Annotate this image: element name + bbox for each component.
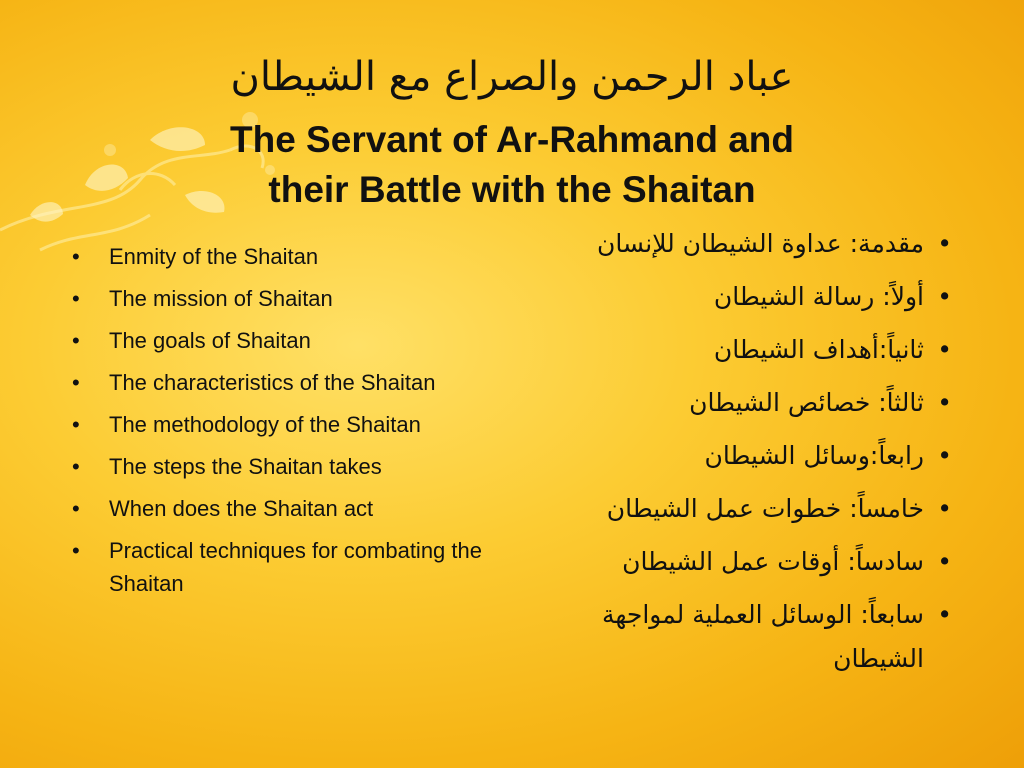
english-bullet-item: • The goals of Shaitan	[72, 324, 492, 357]
english-bullet-item: • Practical techniques for combating the Shaitan	[72, 534, 492, 600]
english-bullet-item: • The methodology of the Shaitan	[72, 408, 492, 441]
title-english-line: The Servant of Ar-Rahmand and	[230, 119, 794, 160]
english-bullet-item: • Enmity of the Shaitan	[72, 240, 492, 273]
arabic-bullet-list	[512, 222, 952, 690]
arabic-bullet-item: • مقدمة: عداوة الشيطان للإنسان	[512, 222, 952, 266]
arabic-bullet-item: • سابعاً: الوسائل العملية لمواجهة الشيطان	[512, 593, 952, 681]
title-arabic: عباد الرحمن والصراع مع الشيطان	[230, 54, 794, 100]
english-bullet-item: • The characteristics of the Shaitan	[72, 366, 492, 399]
english-bullet-item: • The mission of Shaitan	[72, 282, 492, 315]
english-bullet-item: • When does the Shaitan act	[72, 492, 492, 525]
arabic-bullet-item: • أولاً: رسالة الشيطان	[512, 275, 952, 319]
title-english	[0, 115, 1024, 215]
english-bullet-item: • The steps the Shaitan takes	[72, 450, 492, 483]
title-english-line: their Battle with the Shaitan	[268, 169, 756, 210]
english-bullet-list	[72, 240, 492, 609]
arabic-bullet-item: • ثالثاً: خصائص الشيطان	[512, 381, 952, 425]
arabic-bullet-item: • خامساً: خطوات عمل الشيطان	[512, 487, 952, 531]
arabic-bullet-item: • رابعاً:وسائل الشيطان	[512, 434, 952, 478]
arabic-bullet-item: • سادساً: أوقات عمل الشيطان	[512, 540, 952, 584]
arabic-bullet-item: • ثانياً:أهداف الشيطان	[512, 328, 952, 372]
